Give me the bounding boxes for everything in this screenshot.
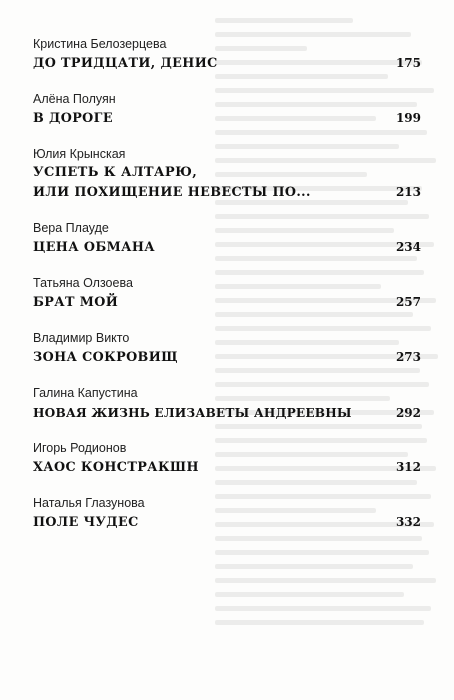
entry-page-number: 175 — [395, 56, 421, 70]
entry-title: НОВАЯ ЖИЗНЬ ЕЛИЗАВЕТЫ АНДРЕЕВНЫ — [33, 405, 352, 420]
toc-entry[interactable] — [33, 91, 421, 128]
entry-author: Наталья Глазунова — [33, 496, 145, 510]
toc-entry[interactable] — [33, 36, 421, 73]
entry-title: ЦЕНА ОБМАНА — [33, 240, 156, 255]
entry-title: ХАОС КОНСТРАКШН — [33, 460, 199, 475]
entry-author: Татьяна Олзоева — [33, 276, 133, 290]
toc-entry[interactable] — [33, 330, 421, 367]
toc-entry[interactable] — [33, 146, 421, 202]
entry-title: В ДОРОГЕ — [33, 111, 113, 126]
entry-title: ПОЛЕ ЧУДЕС — [33, 515, 139, 530]
entry-page-number: 257 — [395, 295, 421, 309]
entry-author: Галина Капустина — [33, 386, 138, 400]
toc-entry[interactable] — [33, 440, 421, 477]
entry-page-number: 199 — [395, 111, 421, 125]
entry-author: Игорь Родионов — [33, 441, 127, 455]
toc-entry[interactable] — [33, 495, 421, 532]
entry-page-number: 213 — [395, 185, 421, 199]
entry-page-number: 234 — [395, 240, 421, 254]
entry-page-number: 312 — [395, 460, 421, 474]
entry-author: Вера Плауде — [33, 221, 109, 235]
entry-author: Юлия Крынская — [33, 147, 126, 161]
toc-entry[interactable] — [33, 385, 421, 422]
toc-entry[interactable] — [33, 220, 421, 257]
entry-title-line-1: УСПЕТЬ К АЛТАРЮ, — [33, 165, 198, 180]
entry-title-line-2: ИЛИ ПОХИЩЕНИЕ НЕВЕСТЫ ПО... — [33, 185, 311, 200]
table-of-contents — [33, 36, 421, 532]
entry-page-number: 292 — [395, 406, 421, 420]
entry-page-number: 273 — [395, 350, 421, 364]
entry-title: ЗОНА СОКРОВИЩ — [33, 350, 179, 365]
toc-entry[interactable] — [33, 275, 421, 312]
entry-author: Алёна Полуян — [33, 92, 116, 106]
entry-author: Кристина Белозерцева — [33, 37, 167, 51]
entry-title: ДО ТРИДЦАТИ, ДЕНИС — [33, 56, 218, 71]
entry-author: Владимир Викто — [33, 331, 130, 345]
entry-title: БРАТ МОЙ — [33, 295, 119, 310]
entry-page-number: 332 — [395, 515, 421, 529]
